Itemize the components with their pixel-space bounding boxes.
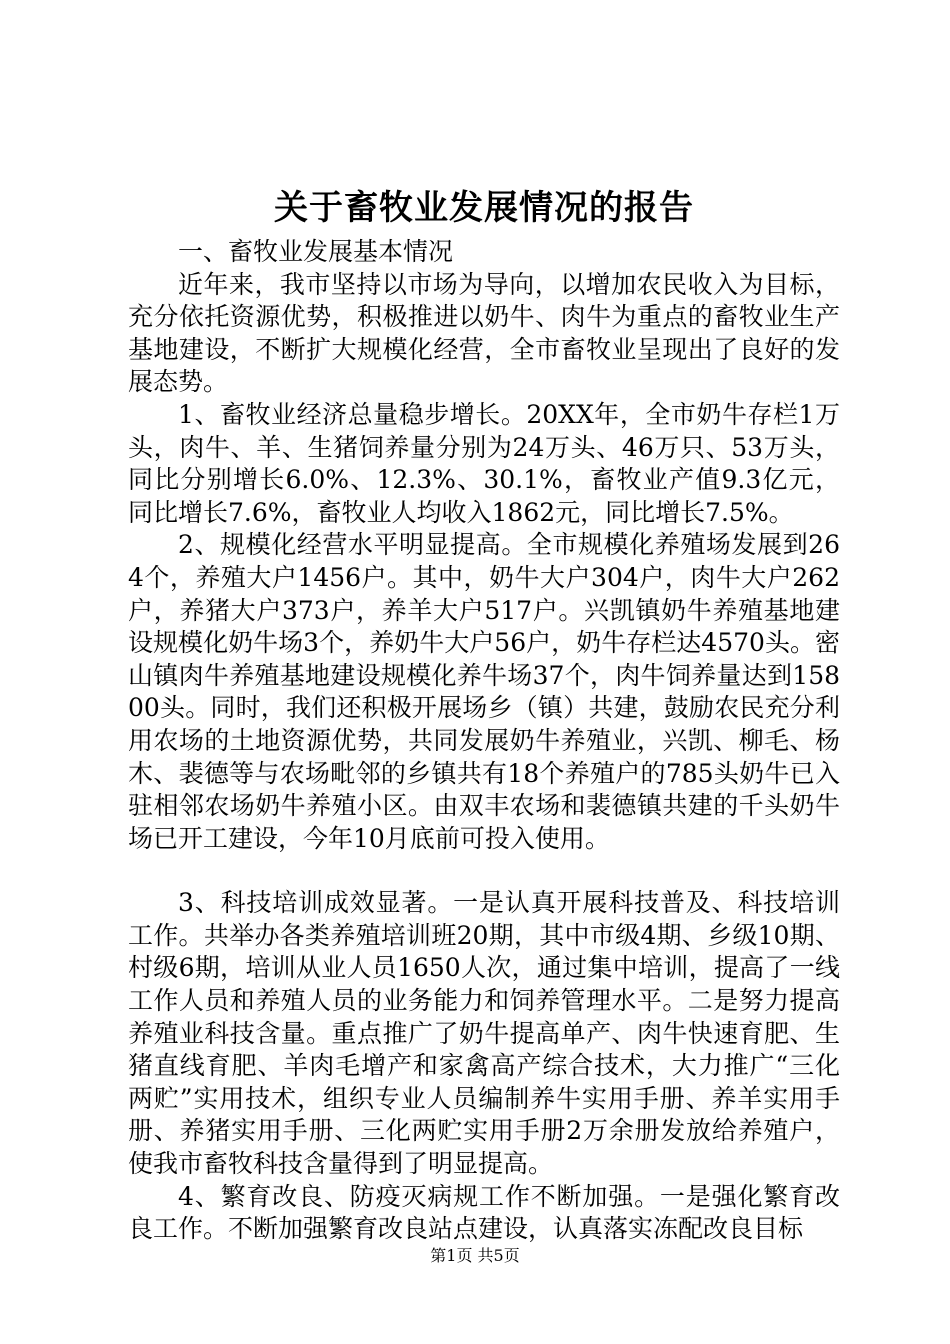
page-number-footer: 第1页 共5页	[430, 1246, 520, 1265]
paragraph-economic-growth: 1、畜牧业经济总量稳步增长。20XX年，全市奶牛存栏1万头，肉牛、羊、生猪饲养量分别为24万头、46万只、53万头，同比分别增长6.0%、12.3%、30.1%，畜牧业产值9.3亿元，同比增长7.6%，畜牧业人均收入1862元，同比增长7.5%。	[128, 399, 840, 527]
paragraph-breeding: 4、繁育改良、防疫灭病规工作不断加强。一是强化繁育改良工作。不断加强繁育改良站点建设，认真落实冻配改良目标	[128, 1181, 840, 1244]
paragraph-scale-operation: 2、规模化经营水平明显提高。全市规模化养殖场发展到264个，养殖大户1456户。其中，奶牛大户304户，肉牛大户262户，养猪大户373户，养羊大户517户。兴凯镇奶牛养殖基地建设规模化奶牛场3个，养奶牛大户56户，奶牛存栏达4570头。密山镇肉牛养殖基地建设规模化养牛场37个，肉牛饲养量达到15800头。同时，我们还积极开展场乡（镇）共建，鼓励农民充分利用农场的土地资源优势，共同发展奶牛养殖业，兴凯、柳毛、杨木、裴德等与农场毗邻的乡镇共有18个养殖户的785头奶牛已入驻相邻农场奶牛养殖小区。由双丰农场和裴德镇共建的千头奶牛场已开工建设，今年10月底前可投入使用。	[128, 530, 840, 853]
document-page	[128, 182, 840, 1246]
paragraph-tech-training: 3、科技培训成效显著。一是认真开展科技普及、科技培训工作。共举办各类养殖培训班20期，其中市级4期、乡级10期、村级6期，培训从业人员1650人次，通过集中培训，提高了一线工作人员和养殖人员的业务能力和饲养管理水平。二是努力提高养殖业科技含量。重点推广了奶牛提高单产、肉牛快速育肥、生猪直线育肥、羊肉毛增产和家禽高产综合技术，大力推广“三化两贮”实用技术，组织专业人员编制养牛实用手册、养羊实用手册、养猪实用手册、三化两贮实用手册2万余册发放给养殖户，使我市畜牧科技含量得到了明显提高。	[128, 888, 840, 1179]
section-heading: 一、畜牧业发展基本情况	[178, 237, 454, 266]
document-title: 关于畜牧业发展情况的报告	[274, 188, 694, 228]
paragraph-spacer	[128, 855, 840, 887]
paragraph-intro: 近年来，我市坚持以市场为导向，以增加农民收入为目标，充分依托资源优势，积极推进以奶牛、肉牛为重点的畜牧业生产基地建设，不断扩大规模化经营，全市畜牧业呈现出了良好的发展态势。	[128, 269, 840, 397]
